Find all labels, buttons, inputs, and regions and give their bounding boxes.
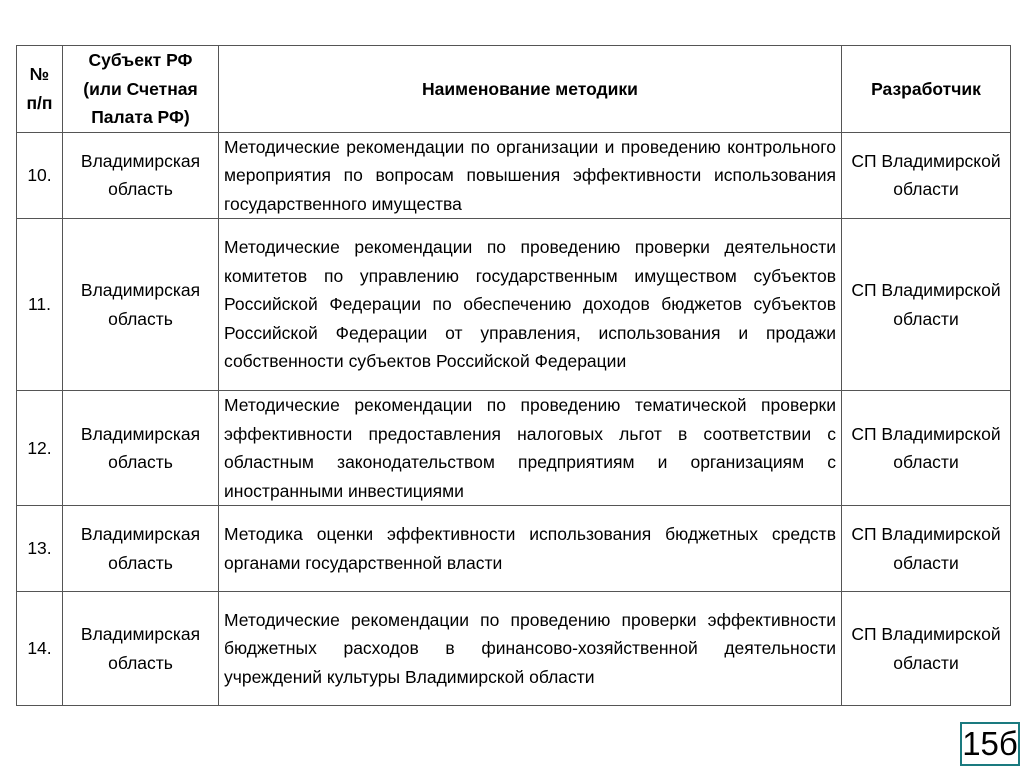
methods-table [16, 45, 1011, 706]
table-row [17, 391, 1011, 506]
table-row [17, 132, 1011, 219]
row-method-name: Методические рекомендации по проведению тематической проверки эффективности предоставления налоговых льгот в соответствии с областным законодательством предприятиям и организациям с иностранными инвестициями [219, 391, 842, 506]
header-num: № п/п [17, 46, 63, 133]
row-subject: Владимирская область [63, 506, 219, 592]
row-developer: СП Владимирской области [842, 592, 1011, 706]
row-method-name: Методические рекомендации по проведению проверки деятельности комитетов по управлению государственным имуществом субъектов Российской Федерации по обеспечению доходов бюджетов субъектов Российской Федерации от управления, использования и продажи собственности субъектов Российской Федерации [219, 219, 842, 391]
table-row [17, 592, 1011, 706]
row-developer: СП Владимирской области [842, 219, 1011, 391]
row-method-name: Методика оценки эффективности использования бюджетных средств органами государственной власти [219, 506, 842, 592]
row-num: 13. [17, 506, 63, 592]
row-subject: Владимирская область [63, 219, 219, 391]
table-row [17, 506, 1011, 592]
row-developer: СП Владимирской области [842, 506, 1011, 592]
header-subject: Субъект РФ (или Счетная Палата РФ) [63, 46, 219, 133]
row-num: 11. [17, 219, 63, 391]
row-subject: Владимирская область [63, 592, 219, 706]
table-row [17, 219, 1011, 391]
page-number-badge: 15б [960, 722, 1020, 766]
row-num: 12. [17, 391, 63, 506]
row-subject: Владимирская область [63, 132, 219, 219]
row-developer: СП Владимирской области [842, 132, 1011, 219]
row-num: 14. [17, 592, 63, 706]
row-subject: Владимирская область [63, 391, 219, 506]
table-header-row [17, 46, 1011, 133]
row-num: 10. [17, 132, 63, 219]
row-method-name: Методические рекомендации по организации и проведению контрольного мероприятия по вопросам повышения эффективности использования государственного имущества [219, 132, 842, 219]
row-developer: СП Владимирской области [842, 391, 1011, 506]
header-name: Наименование методики [219, 46, 842, 133]
row-method-name: Методические рекомендации по проведению проверки эффективности бюджетных расходов в финансово-хозяйственной деятельности учреждений культуры Владимирской области [219, 592, 842, 706]
header-developer: Разработчик [842, 46, 1011, 133]
